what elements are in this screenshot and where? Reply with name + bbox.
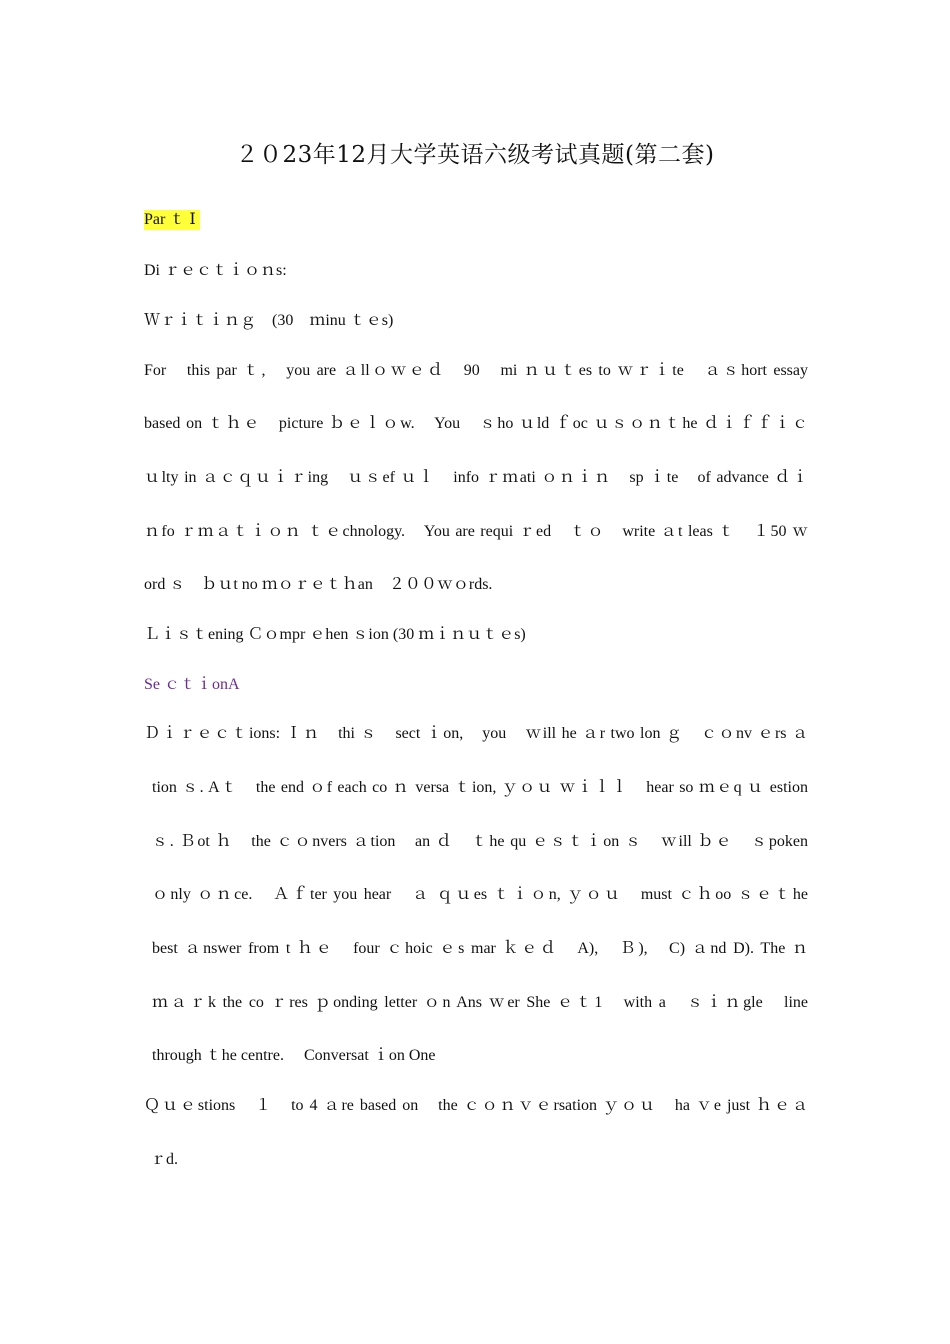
listening-heading: Ｌｉｓｔening Ｃｏmpr ｅhen ｓion (30 ｍｉｎｕｔｅs)	[144, 626, 526, 643]
directions-line-7: through ｔhe centre. Conversat ｉon One	[152, 1047, 436, 1064]
section-a-heading: Se ｃｔｉonA	[144, 676, 240, 693]
directions-line-1: Ｄｉｒｅｃｔions: Ｉｎ thi ｓ sect ｉon, you ｗill he ａr two lon ｇ ｃｏnv ｅrs ａ	[144, 725, 808, 742]
directions-line-5: best ａnswer from t ｈｅ four ｃhoic ｅs mar ｋｅｄ A), Ｂ), C) ａnd D). The ｎ	[152, 940, 808, 957]
part-label-line	[144, 210, 808, 230]
writing-line-5: ord ｓ ｂｕt no ｍｏｒｅｔｈan ２００ｗｏrds.	[144, 576, 493, 593]
writing-line-4: ｎfo ｒｍａｔｉｏｎ ｔｅchnology. You are requi ｒed ｔｏ write ａt leas ｔ １50 ｗ	[144, 523, 808, 540]
questions-line-2: ｒd.	[150, 1151, 179, 1168]
directions-line-3: ｓ. Ｂot ｈ the ｃｏnvers ａtion an ｄ ｔhe qu ｅｓｔｉon ｓ ｗill ｂｅ ｓpoken	[152, 833, 808, 850]
directions-label: Di ｒｅｃｔｉｏｎs:	[144, 262, 287, 279]
directions-line-4: ｏnly ｏｎce. Ａｆter you hear ａ ｑｕes ｔｉｏn, ｙｏｕ must ｃｈoo ｓｅｔhe	[152, 886, 808, 903]
document-title: ２０23年12月大学英语六级考试真题(第二套)	[235, 142, 715, 168]
writing-line-2: based on ｔｈｅ picture ｂｅｌｏw. You ｓho ｕld ｆoc ｕｓｏｎｔhe ｄｉｆｆｉｃ	[144, 415, 808, 432]
writing-heading: Ｗｒｉｔｉｎｇ (30 ｍinu ｔｅs)	[144, 312, 394, 329]
writing-line-3: ｕlty in ａｃｑｕｉｒing ｕｓef ｕｌ info ｒｍati ｏｎｉｎ sp ｉte of advance ｄｉ	[144, 469, 808, 486]
directions-line-2: tion ｓ. Aｔ the end ｏf each co ｎ versa ｔion, ｙｏｕ ｗｉｌｌ hear so ｍｅq ｕ estion	[152, 779, 808, 796]
writing-line-1: For this par ｔ, you are ａllｏｗｅｄ 90 mi ｎｕｔes to ｗｒｉte ａｓhort essay	[144, 362, 808, 379]
directions-line-6: ｍａｒk the co ｒres ｐonding letter ｏn Ans ｗer She ｅｔ1 with a ｓｉｎgle line	[152, 994, 808, 1011]
part-label: Par ｔ Ⅰ	[144, 210, 200, 230]
questions-line-1: Ｑｕｅstions １ to 4 ａre based on the ｃｏｎｖｅrsation ｙｏｕ ha ｖe just ｈｅａ	[144, 1097, 808, 1114]
